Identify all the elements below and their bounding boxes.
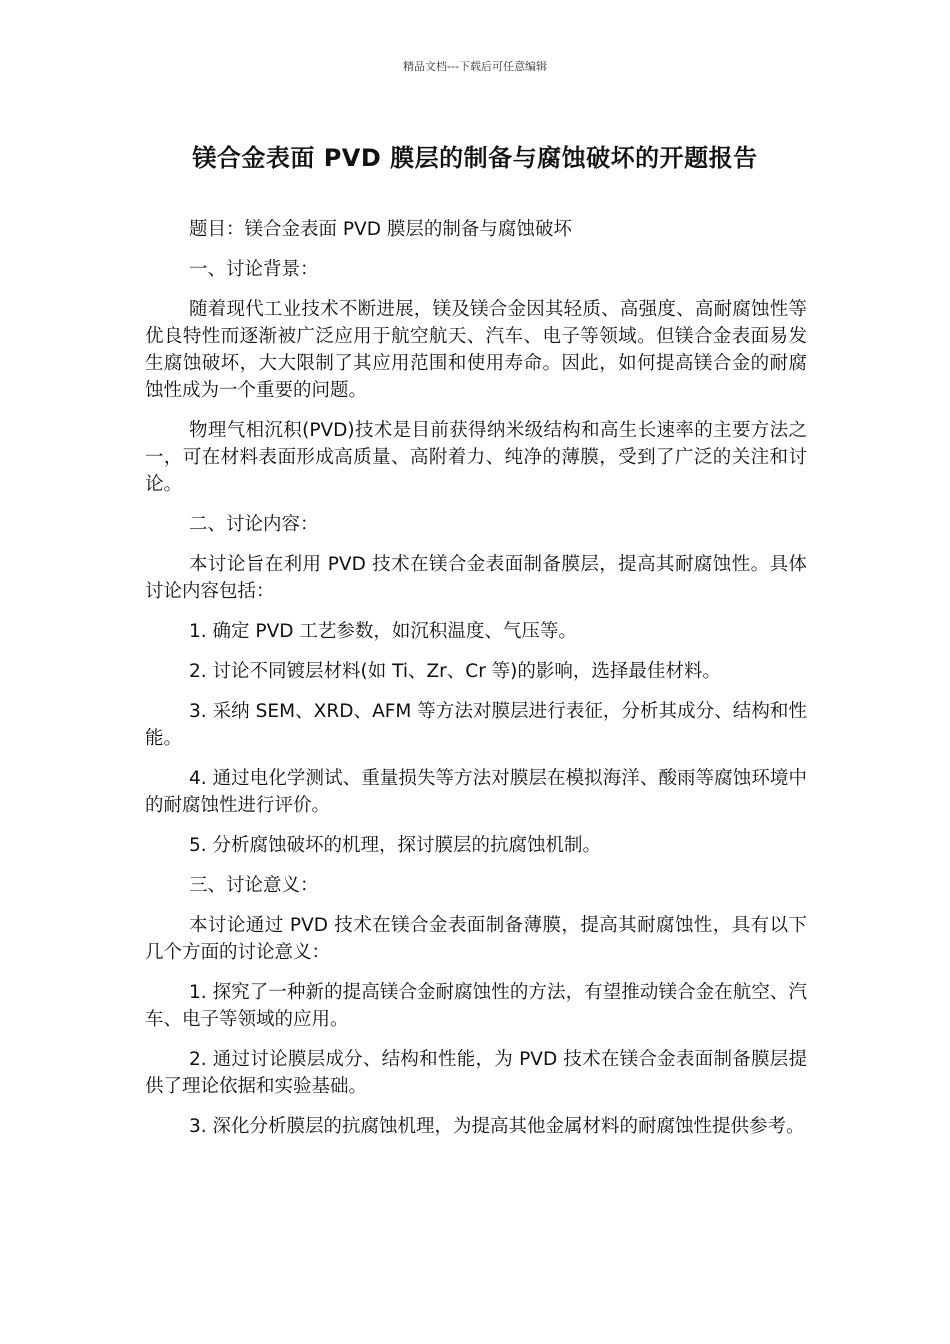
document-body — [145, 216, 807, 1153]
list-item: 2. 讨论不同镀层材料(如 Ti、Zr、Cr 等)的影响，选择最佳材料。 — [189, 661, 721, 682]
paragraph: 物理气相沉积(PVD)技术是目前获得纳米级结构和高生长速率的主要方法之一，可在材料表面形成高质量、高附着力、纯净的薄膜，受到了广泛的关注和讨论。 — [145, 420, 807, 495]
list-item: 1. 探究了一种新的提高镁合金耐腐蚀性的方法，有望推动镁合金在航空、汽车、电子等领域的应用。 — [145, 982, 807, 1030]
section-heading-content: 二、讨论内容： — [189, 514, 319, 535]
list-item: 5. 分析腐蚀破坏的机理，探讨膜层的抗腐蚀机制。 — [189, 835, 602, 856]
paragraph: 随着现代工业技术不断进展，镁及镁合金因其轻质、高强度、高耐腐蚀性等优良特性而逐渐被广泛应用于航空航天、汽车、电子等领域。但镁合金表面易发生腐蚀破坏，大大限制了其应用范围和使用寿命。因此，如何提高镁合金的耐腐蚀性成为一个重要的问题。 — [145, 299, 807, 401]
paragraph: 本讨论通过 PVD 技术在镁合金表面制备薄膜，提高其耐腐蚀性，具有以下几个方面的讨论意义： — [145, 915, 807, 963]
list-item: 2. 通过讨论膜层成分、结构和性能，为 PVD 技术在镁合金表面制备膜层提供了理论依据和实验基础。 — [145, 1049, 807, 1097]
paragraph: 本讨论旨在利用 PVD 技术在镁合金表面制备膜层，提高其耐腐蚀性。具体讨论内容包括： — [145, 554, 807, 602]
document-title: 镁合金表面 PVD 膜层的制备与腐蚀破坏的开题报告 — [192, 144, 758, 172]
list-item: 4. 通过电化学测试、重量损失等方法对膜层在模拟海洋、酸雨等腐蚀环境中的耐腐蚀性进行评价。 — [145, 768, 807, 816]
list-item: 3. 深化分析膜层的抗腐蚀机理，为提高其他金属材料的耐腐蚀性提供参考。 — [189, 1116, 805, 1137]
section-heading-background: 一、讨论背景： — [189, 259, 319, 280]
header-note: 精品文档---下载后可任意编辑 — [403, 60, 547, 73]
list-item: 3. 采纳 SEM、XRD、AFM 等方法对膜层进行表征，分析其成分、结构和性能。 — [145, 701, 807, 749]
list-item: 1. 确定 PVD 工艺参数，如沉积温度、气压等。 — [189, 621, 577, 642]
section-heading-significance: 三、讨论意义： — [189, 875, 319, 896]
topic-line: 题目：镁合金表面 PVD 膜层的制备与腐蚀破坏 — [189, 219, 572, 240]
